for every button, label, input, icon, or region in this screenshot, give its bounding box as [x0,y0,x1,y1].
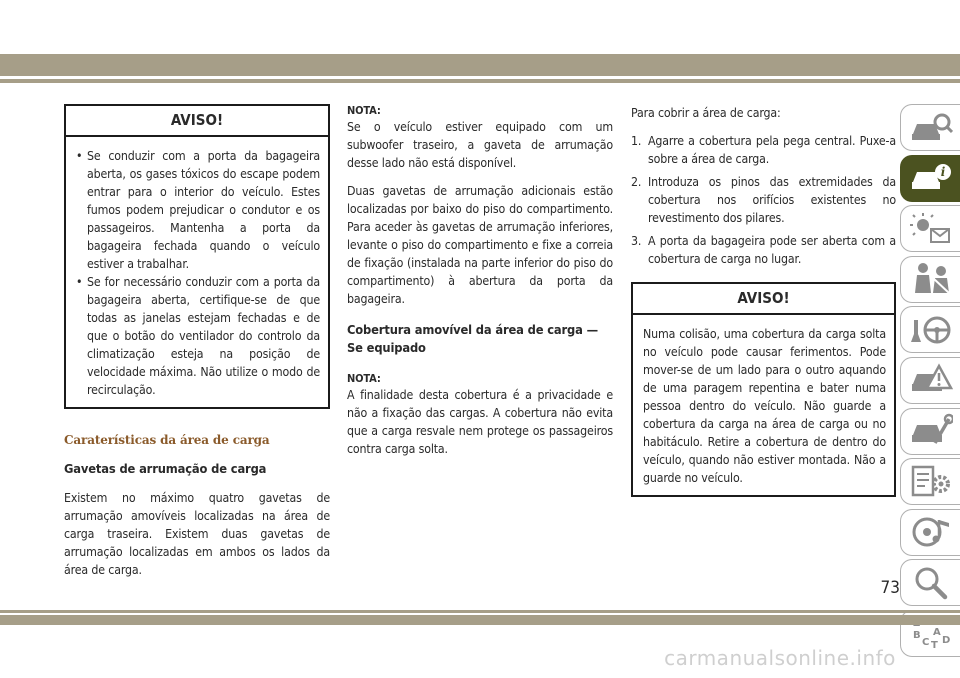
note-label: NOTA: [347,372,381,385]
footer-rule [0,610,960,613]
airbag-seatbelt-icon [909,261,953,297]
tab-car-search[interactable] [900,104,960,151]
warning-title: AVISO! [66,106,328,137]
tab-car-service[interactable] [900,408,960,455]
step-number: 3. [631,234,642,248]
step-item [631,132,896,168]
warning-text: Numa colisão, uma cobertura da carga solta no veículo pode causar ferimentos. Pode mover-se de um lado para o outro aquando de uma paragem repentina e bater numa pessoa dentro do veículo. Não guarde a cobertura da carga na área de carga ou no habitáculo. Retire a cobertura de dentro do veículo, quando não estiver montada. Não a guarde no veículo. [643,327,886,485]
svg-text:B: B [912,630,921,642]
tab-car-info[interactable] [900,155,960,202]
steering-wheel-icon [909,312,953,348]
warning-item: • Se conduzir com a porta da bagageira aberta, os gases tóxicos do escape podem entrar para o interior do veículo. Estes fumos podem prejudicar o condutor e os passageiros. Mantenha a porta da bagageira fechada quando o veículo estiver a trabalhar. [76,147,320,273]
warning-list [76,147,320,399]
car-search-icon [909,110,953,146]
svg-text:i: i [940,165,945,180]
magnifier-index-icon [909,565,953,601]
warning-box [64,104,330,409]
tab-warning-lights[interactable] [900,205,960,252]
step-text: A porta da bagageira pode ser aberta com a cobertura de carga no lugar. [648,234,896,266]
paragraph: Existem no máximo quatro gavetas de arrumação amovíveis localizadas na área de carga traseira. Existem duas gavetas de arrumação localizadas em ambos os lados da área de carga. [64,491,330,577]
step-text: Introduza os pinos das extremidades da cobertura nos orifícios existentes no revestimento dos pilares. [648,175,896,225]
svg-text:C: C [921,637,929,649]
tab-steering-wheel[interactable] [900,306,960,353]
note-text: Se o veículo estiver equipado com um subwoofer traseiro, a gaveta de arrumação desse lado não está disponível. [347,120,613,170]
footer-band [0,615,960,625]
subsection-title: Gavetas de arrumação de carga [64,462,267,477]
column-left [64,104,330,589]
step-number: 2. [631,175,642,189]
note-text: A finalidade desta cobertura é a privacidade e não a fixação das cargas. A cobertura não evita que a carga resvale nem protege os passageiros contra carga solta. [347,388,613,456]
watermark: carmanualsonline.info [664,646,896,670]
tab-car-emergency[interactable] [900,357,960,404]
warning-lights-icon [909,211,953,247]
warning-item: • Se for necessário conduzir com a porta da bagageira aberta, certifique-se de que todas as janelas estejam fechadas e de que o botão do ventilador do controlo da climatização esteja na posição de velocidade máxima. Não utilize o modo de recirculação. [76,273,320,399]
note-label: NOTA: [347,104,381,117]
specifications-gear-icon [909,464,953,500]
subsection-title: Cobertura amovível da área de carga — Se equipado [347,323,598,356]
warning-title: AVISO! [633,284,894,315]
chapter-tabs [900,104,960,661]
step-text: Agarre a cobertura pela pega central. Puxe-a sobre a área de carga. [648,134,896,166]
intro-text: Para cobrir a área de carga: [631,106,781,120]
car-emergency-icon [909,362,953,398]
step-number: 1. [631,134,642,148]
svg-text:D: D [941,635,950,647]
tab-specifications[interactable] [900,458,960,505]
tab-multimedia[interactable] [900,509,960,556]
column-right [631,104,896,497]
tab-magnifier[interactable] [900,559,960,606]
svg-text:T: T [930,640,938,652]
car-service-icon [909,413,953,449]
header-rule [0,79,960,83]
svg-text:A: A [932,627,941,639]
step-item [631,232,896,268]
tab-airbag-seatbelt[interactable] [900,256,960,303]
step-item [631,173,896,227]
paragraph: Duas gavetas de arrumação adicionais estão localizadas por baixo do piso do compartimento. Para aceder às gavetas de arrumação inferiores, levante o piso do compartimento e fixe a correia de fixação (instalada na parte inferior do piso do compartimento) à abertura da porta da bagageira. [347,184,613,306]
page-number: 73 [880,578,900,598]
multimedia-music-icon [909,514,953,550]
car-info-icon [909,160,953,196]
steps-list [631,132,896,268]
column-middle [347,104,613,468]
section-title: Caraterísticas da área de carga [64,433,270,447]
header-band [0,54,960,76]
warning-box [631,282,896,497]
